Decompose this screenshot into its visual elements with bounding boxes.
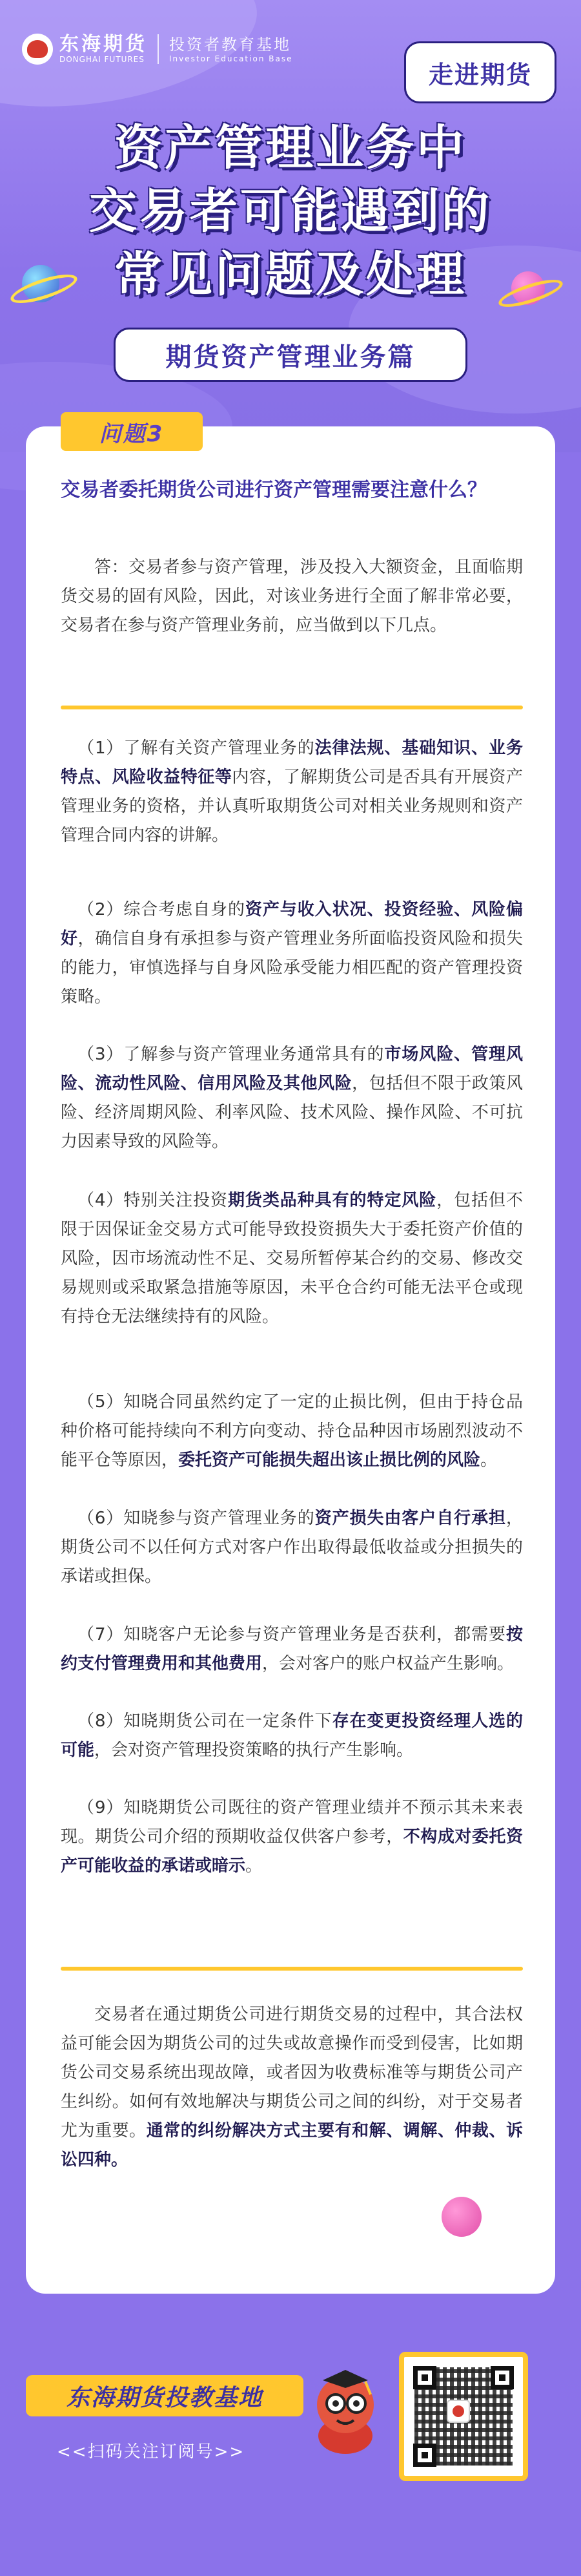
title-line: 资产管理业务中 xyxy=(114,120,467,176)
qr-logo-icon xyxy=(447,2400,470,2423)
qr-marker xyxy=(491,2366,514,2389)
section-divider xyxy=(61,1967,523,1971)
question-title: 交易者委托期货公司进行资产管理需要注意什么？ xyxy=(61,479,487,501)
qr-marker xyxy=(413,2366,436,2389)
subscribe-hint: <<扫码关注订阅号>> xyxy=(57,2442,245,2462)
section-divider xyxy=(61,706,523,709)
section-subtitle: 期货资产管理业务篇 xyxy=(114,328,467,382)
education-base-name: 投资者教育基地 xyxy=(169,36,291,54)
answer-point: （9）知晓期货公司既往的资产管理业绩并不预示其未来表现。期货公司介绍的预期收益仅供客户参考，不构成对委托资产可能收益的承诺或暗示。 xyxy=(61,1798,523,1876)
footer-banner xyxy=(26,2352,555,2546)
donghai-logo-icon xyxy=(22,34,53,65)
answer-point: （2）综合考虑自身的资产与收入状况、投资经验、风险偏好，确信自身有承担参与资产管理业务所面临投资风险和损失的能力，审慎选择与自身风险承受能力相匹配的资产管理投资策略。 xyxy=(61,900,523,1007)
title-line: 常见问题及处理 xyxy=(114,247,467,302)
brand-header xyxy=(22,34,292,65)
conclusion: 交易者在通过期货公司进行期货交易的过程中，其合法权益可能会因为期货公司的过失或故意操作而受到侵害，比如期货公司交易系统出现故障，或者因为收费标准等与期货公司产生纠纷。如何有效地解决与期货公司之间的纠纷，对于交易者尤为重要。通常的纠纷解决方式主要有和解、调解、仲裁、诉讼四种。 xyxy=(61,2005,523,2170)
logo-name: 东海期货 xyxy=(59,33,147,56)
education-base-name-en: Investor Education Base xyxy=(169,54,293,63)
planet-icon xyxy=(442,2197,482,2237)
answer-point: （5）知晓合同虽然约定了一定的止损比例，但由于持仓品种价格可能持续向不利方向变动、持仓品种因市场剧烈波动不能平仓等原因，委托资产可能损失超出该止损比例的风险。 xyxy=(61,1392,523,1470)
divider xyxy=(158,34,159,64)
title-line: 交易者可能遇到的 xyxy=(89,183,492,239)
mascot-icon xyxy=(303,2358,387,2455)
footer-title: 东海期货投教基地 xyxy=(26,2375,303,2416)
answer-intro: 答：交易者参与资产管理，涉及投入大额资金，且面临期货交易的固有风险，因此，对该业务进行全面了解非常必要，交易者在参与资产管理业务前，应当做到以下几点。 xyxy=(61,558,523,635)
qr-marker xyxy=(413,2444,436,2467)
qr-code[interactable] xyxy=(399,2352,528,2481)
answer-point: （7）知晓客户无论参与资产管理业务是否获利，都需要按约支付管理费用和其他费用，会对客户的账户权益产生影响。 xyxy=(61,1625,523,1673)
answer-point: （8）知晓期货公司在一定条件下存在变更投资经理人选的可能，会对资产管理投资策略的执行产生影响。 xyxy=(61,1712,523,1760)
intro-futures-tag: 走进期货 xyxy=(404,41,556,103)
answer-point: （4）特别关注投资期货类品种具有的特定风险，包括但不限于因保证金交易方式可能导致投资损失大于委托资产价值的风险，因市场流动性不足、交易所暂停某合约的交易、修改交易规则或采取紧急措施等原因，未平仓合约可能无法平仓或现有持仓无法继续持有的风险。 xyxy=(61,1191,523,1326)
question-badge: 问题3 xyxy=(61,412,203,451)
question-card xyxy=(26,421,555,2294)
answer-point: （3）了解参与资产管理业务通常具有的市场风险、管理风险、流动性风险、信用风险及其他风险，包括但不限于政策风险、经济周期风险、利率风险、技术风险、操作风险、不可抗力因素导致的风险等。 xyxy=(61,1045,523,1151)
answer-point: （1）了解有关资产管理业务的法律法规、基础知识、业务特点、风险收益特征等内容，了解期货公司是否具有开展资产管理业务的资格，并认真听取期货公司对相关业务规则和资产管理合同内容的讲解。 xyxy=(61,738,523,845)
answer-point: （6）知晓参与资产管理业务的资产损失由客户自行承担，期货公司不以任何方式对客户作出取得最低收益或分担损失的承诺或担保。 xyxy=(61,1509,523,1586)
page-title xyxy=(0,116,581,306)
logo-name-en: DONGHAI FUTURES xyxy=(59,55,145,64)
